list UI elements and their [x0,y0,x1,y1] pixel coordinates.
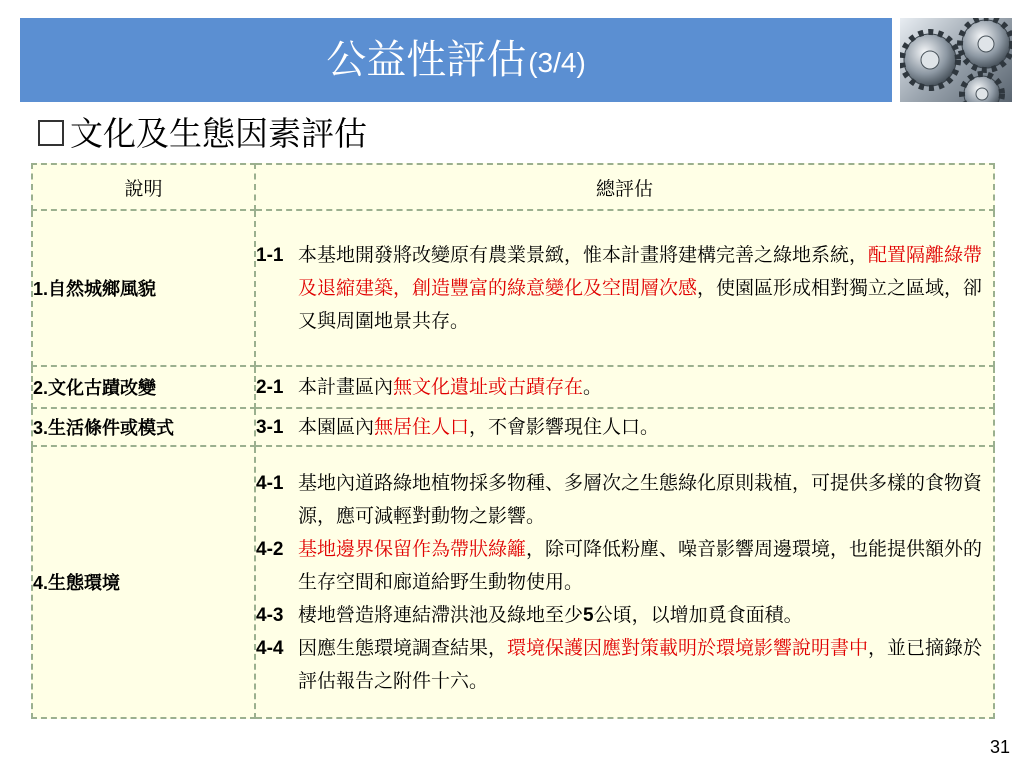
title-bar [20,18,892,102]
row-label: 2.文化古蹟改變 [32,366,255,408]
title-main: 公益性評估 [326,37,527,83]
title-sub: (3/4) [528,47,586,78]
row-content [255,408,994,446]
assessment-table [31,163,995,719]
list-item: 3-1 本園區內無居住人口，不會影響現住人口。 [256,415,660,438]
list-item: 2-1 本計畫區內無文化遺址或古蹟存在。 [256,375,603,398]
page-number: 31 [989,737,1010,757]
table-header-row [32,164,994,210]
gears-image [900,18,1012,102]
row-content [255,446,994,718]
checkbox-bullet-icon [38,120,64,146]
row-content [255,210,994,366]
section-heading-text: 文化及生態因素評估 [70,113,367,153]
gears-icon [900,18,1012,102]
row-content [255,366,994,408]
slide-title [20,18,892,102]
row-label: 3.生活條件或模式 [32,408,255,446]
table-row [32,366,994,408]
list-item: 4-1 基地內道路綠地植物採多物種、多層次之生態綠化原則栽植，可提供多樣的食物資源，應可減輕對動物之影響。 [256,471,983,527]
table-row [32,210,994,366]
list-item: 4-4 因應生態環境調查結果，環境保護因應對策載明於環境影響說明書中，並已摘錄於評估報告之附件十六。 [256,636,983,692]
list-item: 1-1 本基地開發將改變原有農業景緻，惟本計畫將建構完善之綠地系統，配置隔離綠帶及退縮建築，創造豐富的綠意變化及空間層次感，使園區形成相對獨立之區域，卻又與周圍地景共存。 [256,243,983,332]
section-heading [38,112,367,154]
header-description: 說明 [32,164,255,210]
list-item: 4-2 基地邊界保留作為帶狀綠籬，除可降低粉塵、噪音影響周邊環境，也能提供額外的生存空間和廊道給野生動物使用。 [256,537,983,593]
table-row [32,446,994,718]
list-item: 4-3 棲地營造將連結滯洪池及綠地至少5公頃，以增加覓食面積。 [256,603,803,626]
row-label: 4.生態環境 [32,446,255,718]
row-label: 1.自然城鄉風貌 [32,210,255,366]
header-overall-assessment: 總評估 [255,164,994,210]
table-row [32,408,994,446]
